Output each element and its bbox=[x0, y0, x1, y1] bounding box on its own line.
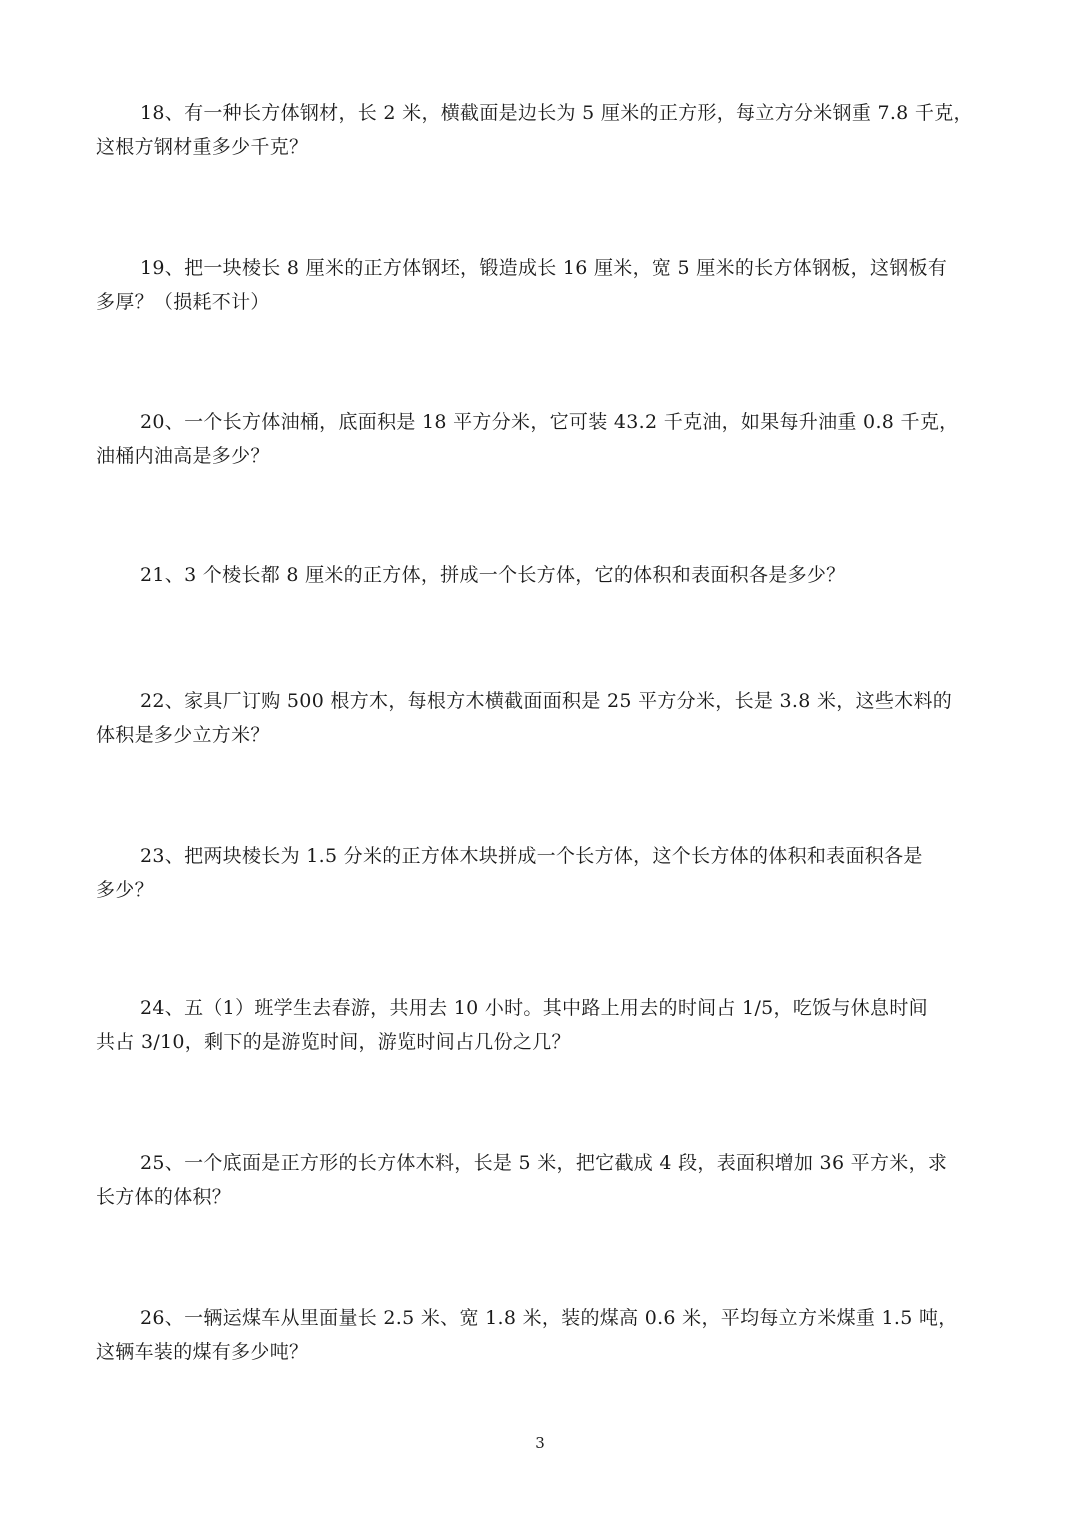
page-number: 3 bbox=[535, 1434, 545, 1452]
problem-text-line-1: 25、一个底面是正方形的长方体木料，长是 5 米，把它截成 4 段，表面积增加 36 平方米，求 bbox=[140, 1152, 948, 1174]
problem-text-line-1: 22、家具厂订购 500 根方木，每根方木横截面面积是 25 平方分米，长是 3.8 米，这些木料的 bbox=[140, 690, 953, 712]
problem-19 bbox=[96, 251, 988, 319]
problem-text-line-2: 多少？ bbox=[96, 879, 154, 901]
problem-23 bbox=[96, 839, 988, 907]
problem-text-line-1: 21、3 个棱长都 8 厘米的正方体，拼成一个长方体，它的体积和表面积各是多少？ bbox=[140, 564, 846, 586]
problem-text-line-1: 18、有一种长方体钢材，长 2 米，横截面是边长为 5 厘米的正方形，每立方分米钢重 7.8 千克， bbox=[140, 102, 973, 124]
problem-text-line-2: 体积是多少立方米？ bbox=[96, 724, 270, 746]
problem-20 bbox=[96, 405, 988, 473]
problem-text-line-2: 长方体的体积？ bbox=[96, 1186, 232, 1208]
problem-text-line-1: 19、把一块棱长 8 厘米的正方体钢坯，锻造成长 16 厘米，宽 5 厘米的长方体钢板，这钢板有 bbox=[140, 257, 948, 279]
problem-24 bbox=[96, 991, 988, 1059]
problem-text-line-2: 多厚？（损耗不计） bbox=[96, 291, 270, 313]
problem-text-line-2: 共占 3/10，剩下的是游览时间，游览时间占几份之几？ bbox=[96, 1031, 571, 1053]
problem-text-line-2: 这根方钢材重多少千克？ bbox=[96, 136, 309, 158]
problem-text-line-1: 23、把两块棱长为 1.5 分米的正方体木块拼成一个长方体，这个长方体的体积和表面积各是 bbox=[140, 845, 923, 867]
problem-text-line-1: 20、一个长方体油桶，底面积是 18 平方分米，它可装 43.2 千克油，如果每升油重 0.8 千克， bbox=[140, 411, 959, 433]
problem-18 bbox=[96, 96, 988, 164]
problem-26 bbox=[96, 1301, 988, 1369]
problem-22 bbox=[96, 684, 988, 752]
problem-text-line-1: 24、五（1）班学生去春游，共用去 10 小时。其中路上用去的时间占 1/5，吃饭与休息时间 bbox=[140, 997, 928, 1019]
problem-text-line-2: 油桶内油高是多少？ bbox=[96, 445, 270, 467]
problem-25 bbox=[96, 1146, 988, 1214]
problem-21 bbox=[96, 558, 988, 592]
problem-text-line-1: 26、一辆运煤车从里面量长 2.5 米、宽 1.8 米，装的煤高 0.6 米，平均每立方米煤重 1.5 吨， bbox=[140, 1307, 958, 1329]
problem-text-line-2: 这辆车装的煤有多少吨？ bbox=[96, 1341, 309, 1363]
